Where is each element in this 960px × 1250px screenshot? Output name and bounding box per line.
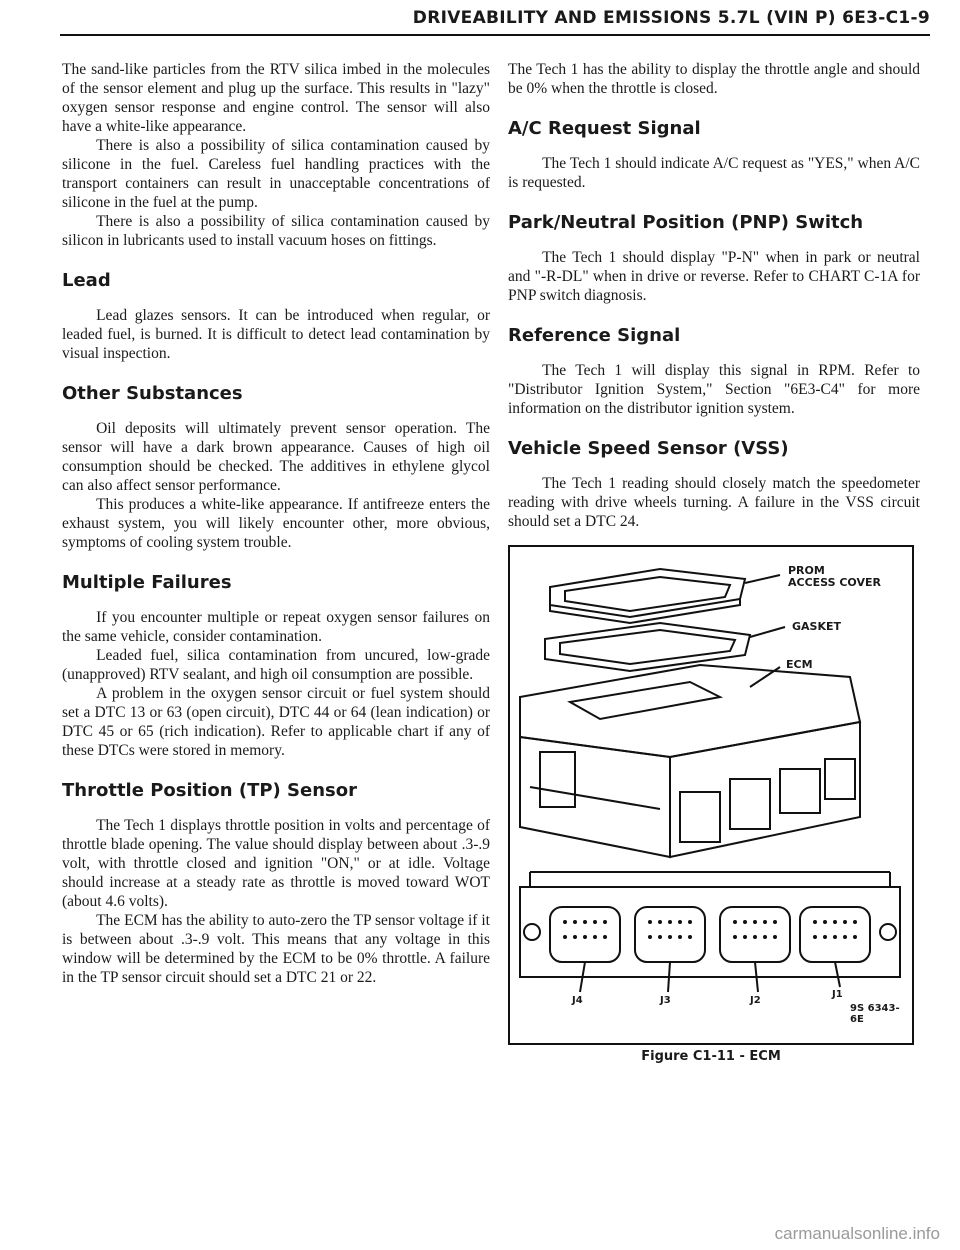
left-column xyxy=(62,60,490,987)
callout-prom xyxy=(788,565,881,589)
paragraph: The Tech 1 should display "P-N" when in park or neutral and "-R-DL" when in drive or reverse. Refer to CHART C-1A for PNP switch diagnosis. xyxy=(508,249,920,304)
callout-prom-line1: PROM xyxy=(788,564,825,577)
paragraph: Leaded fuel, silica contamination from uncured, low-grade (unapproved) RTV sealant, and high oil consumption are possible. xyxy=(62,647,490,683)
label-j2: J2 xyxy=(750,995,761,1006)
paragraph: Oil deposits will ultimately prevent sensor operation. The sensor will have a dark brown appearance. Causes of high oil consumption should be checked. The additives in ethylene glycol can also affect sensor performance. xyxy=(62,420,490,494)
paragraph: There is also a possibility of silica contamination caused by silicone in the fuel. Careless fuel handling practices with the transport containers can result in unacceptable concentrations of silicone in the fuel at the pump. xyxy=(62,137,490,211)
right-column xyxy=(508,60,920,1064)
paragraph: The ECM has the ability to auto-zero the TP sensor voltage if it is between about .3-.9 volt. This means that any voltage in this window will be determined by the ECM to be 0% throttle. A failure in the TP sensor circuit should set a DTC 21 or 22. xyxy=(62,912,490,986)
page-header: DRIVEABILITY AND EMISSIONS 5.7L (VIN P) 6E3-C1-9 xyxy=(412,8,930,28)
paragraph: The Tech 1 should indicate A/C request as "YES," when A/C is requested. xyxy=(508,155,920,191)
paragraph: This produces a white-like appearance. If antifreeze enters the exhaust system, you will likely encounter other, more obvious, symptoms of cooling system trouble. xyxy=(62,496,490,551)
header-rule xyxy=(60,34,930,36)
heading-reference-signal: Reference Signal xyxy=(508,325,681,346)
figure-caption: Figure C1-11 - ECM xyxy=(641,1049,781,1064)
heading-pnp-switch: Park/Neutral Position (PNP) Switch xyxy=(508,212,864,233)
label-j1: J1 xyxy=(832,989,843,1000)
paragraph: The Tech 1 displays throttle position in volts and percentage of throttle blade opening. The value should display between about .3-.9 volt, with throttle closed and ignition "ON," or at idle. Voltage should increase at a steady rate as throttle is moved toward WOT (about 4.6 volts). xyxy=(62,817,490,910)
label-j3: J3 xyxy=(660,995,671,1006)
ecm-illustration xyxy=(510,547,912,1043)
callout-prom-line2: ACCESS COVER xyxy=(788,576,881,589)
paragraph: If you encounter multiple or repeat oxygen sensor failures on the same vehicle, consider contamination. xyxy=(62,609,490,645)
paragraph: The Tech 1 reading should closely match the speedometer reading with drive wheels turning. A failure in the VSS circuit should set a DTC 24. xyxy=(508,475,920,530)
ecm-figure xyxy=(508,545,914,1045)
callout-ecm: ECM xyxy=(786,658,813,671)
paragraph: The Tech 1 has the ability to display the throttle angle and should be 0% when the throttle is closed. xyxy=(508,61,920,97)
paragraph: A problem in the oxygen sensor circuit or fuel system should set a DTC 13 or 63 (open circuit), DTC 44 or 64 (lean indication) or DTC 45 or 65 (rich indication). Refer to applicable chart if any of these DTCs were stored in memory. xyxy=(62,685,490,759)
heading-vss: Vehicle Speed Sensor (VSS) xyxy=(508,438,789,459)
paragraph: The sand-like particles from the RTV silica imbed in the molecules of the sensor element and plug up the surface. This results in "lazy" oxygen sensor response and engine control. The sensor will also have a white-like appearance. xyxy=(62,61,490,135)
label-j4: J4 xyxy=(572,995,583,1006)
heading-other-substances: Other Substances xyxy=(62,383,243,404)
watermark: carmanualsonline.info xyxy=(774,1224,940,1243)
heading-lead: Lead xyxy=(62,270,111,291)
paragraph: There is also a possibility of silica contamination caused by silicon in lubricants used to install vacuum hoses on fittings. xyxy=(62,213,490,249)
paragraph: The Tech 1 will display this signal in RPM. Refer to "Distributor Ignition System," Section "6E3-C4" for more information on the distributor ignition system. xyxy=(508,362,920,417)
paragraph: Lead glazes sensors. It can be introduced when regular, or leaded fuel, is burned. It is difficult to detect lead contamination by visual inspection. xyxy=(62,307,490,362)
heading-ac-request: A/C Request Signal xyxy=(508,118,701,139)
heading-throttle-position: Throttle Position (TP) Sensor xyxy=(62,780,357,801)
figure-code: 9S 6343-6E xyxy=(850,1003,900,1025)
heading-multiple-failures: Multiple Failures xyxy=(62,572,232,593)
callout-gasket: GASKET xyxy=(792,620,842,633)
